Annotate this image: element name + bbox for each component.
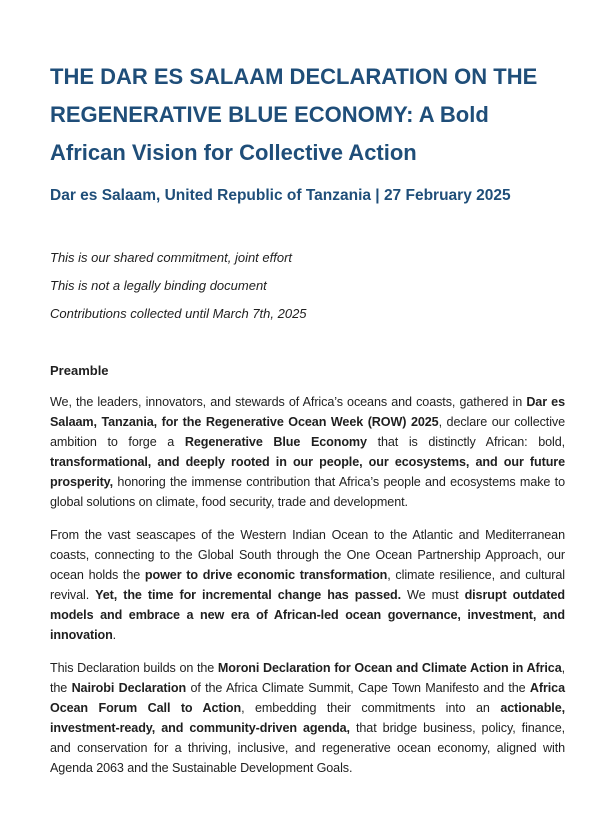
paragraph-run: honoring the immense contribution that Africa’s people and ecosystems make to global solutions on climate, food security, trade and development. bbox=[50, 475, 565, 509]
paragraph-run: , embedding their commitments into an bbox=[241, 701, 501, 715]
paragraph-run-bold: Regenerative Blue Economy bbox=[184, 435, 367, 449]
preamble-paragraph bbox=[50, 658, 565, 778]
paragraph-run: This Declaration builds on the bbox=[50, 661, 218, 675]
paragraph-run: , declare our collective ambition to forge a bbox=[50, 415, 565, 449]
document-title bbox=[50, 58, 565, 172]
paragraph-run-bold: power to drive economic transformation bbox=[144, 568, 388, 582]
document-note: This is not a legally binding document bbox=[50, 278, 267, 293]
document-title-line: African Vision for Collective Action bbox=[50, 140, 417, 165]
preamble-paragraph bbox=[50, 392, 565, 512]
preamble-paragraph bbox=[50, 525, 565, 645]
document-title-line: REGENERATIVE BLUE ECONOMY: A Bold bbox=[50, 102, 489, 127]
document-note: Contributions collected until March 7th, 2025 bbox=[50, 306, 307, 321]
paragraph-run: We, the leaders, innovators, and stewards of Africa’s oceans and coasts, gathered in bbox=[50, 395, 527, 409]
paragraph-run-bold: Nairobi Declaration bbox=[71, 681, 187, 695]
preamble-heading: Preamble bbox=[50, 363, 109, 378]
preamble-paragraphs bbox=[50, 392, 565, 778]
paragraph-run-bold: actionable, investment-ready, and community-driven agenda, bbox=[50, 701, 565, 735]
paragraph-run: . bbox=[112, 628, 117, 642]
paragraph-run: , climate resilience, and cultural revival. bbox=[50, 568, 565, 602]
paragraph-run-bold: Moroni Declaration for Ocean and Climate Action in Africa bbox=[217, 661, 562, 675]
document-note: This is our shared commitment, joint effort bbox=[50, 250, 293, 265]
paragraph-run-bold: disrupt outdated models and embrace a new era of African-led ocean governance, investment, and innovation bbox=[50, 588, 565, 642]
document-subtitle: Dar es Salaam, United Republic of Tanzania | 27 February 2025 bbox=[50, 187, 511, 204]
paragraph-run-bold: Yet, the time for incremental change has passed. bbox=[95, 588, 401, 602]
paragraph-run: From the vast seascapes of the Western Indian Ocean to the Atlantic and Mediterranean coasts, connecting to the Global South through the One Ocean Partnership Approach, our ocean holds the bbox=[50, 528, 565, 582]
paragraph-run: of the Africa Climate Summit, Cape Town Manifesto and the bbox=[186, 681, 530, 695]
paragraph-run: We must bbox=[400, 588, 465, 602]
document-title-line: THE DAR ES SALAAM DECLARATION ON THE bbox=[50, 64, 538, 89]
paragraph-run-bold: Dar es Salaam, Tanzania, for the Regenerative Ocean Week (ROW) 2025 bbox=[50, 395, 565, 429]
paragraph-run-bold: Africa Ocean Forum Call to Action bbox=[50, 681, 565, 715]
paragraph-run: that bridge business, policy, finance, and conservation for a thriving, inclusive, and regenerative ocean economy, aligned with Agenda 2063 and the Sustainable Development Goals. bbox=[50, 721, 565, 775]
paragraph-run: , the bbox=[50, 661, 566, 695]
document-notes bbox=[50, 250, 565, 321]
paragraph-run: that is distinctly African: bold, bbox=[366, 435, 566, 449]
paragraph-run-bold: transformational, and deeply rooted in our people, our ecosystems, and our future prosperity, bbox=[50, 455, 565, 489]
